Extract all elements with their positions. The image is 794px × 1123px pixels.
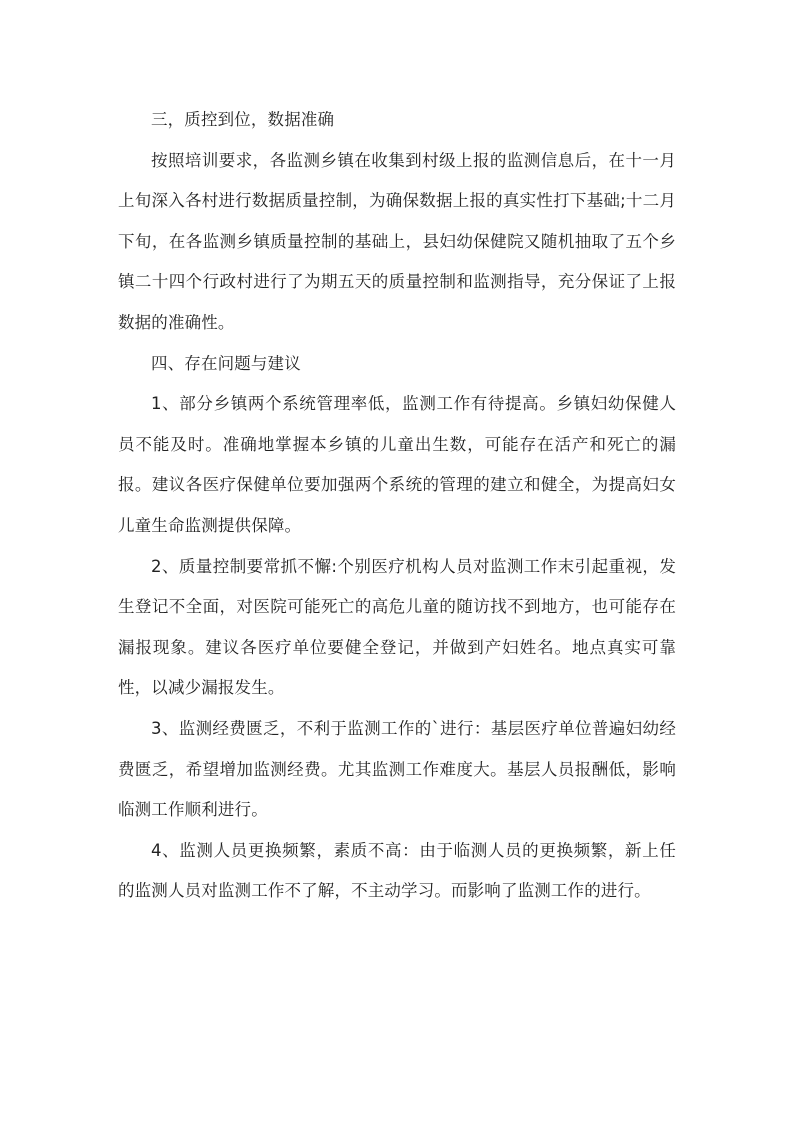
paragraph-item-3: 3、监测经费匮乏，不利于监测工作的`进行：基层医疗单位普遍妇幼经费匮乏，希望增加监测经费。尤其监测工作难度大。基层人员报酬低，影响临测工作顺利进行。 — [118, 718, 676, 820]
paragraph-item-4: 4、监测人员更换频繁，素质不高：由于临测人员的更换频繁，新上任的监测人员对监测工作不了解，不主动学习。而影响了监测工作的进行。 — [118, 840, 676, 901]
section-heading-problems-suggestions: 四、存在问题与建议 — [151, 353, 301, 373]
paragraph-item-2: 2、质量控制要常抓不懈:个别医疗机构人员对监测工作末引起重视，发生登记不全面，对医院可能死亡的高危儿童的随访找不到地方，也可能存在漏报现象。建议各医疗单位要健全登记，并做到产妇姓名。地点真实可靠性，以减少漏报发生。 — [118, 556, 676, 698]
section-heading-quality-control: 三，质控到位，数据准确 — [151, 110, 335, 129]
document-body — [118, 100, 676, 912]
paragraph-training-requirements: 按照培训要求，各监测乡镇在收集到村级上报的监测信息后，在十一月上旬深入各村进行数据质量控制，为确保数据上报的真实性打下基础;十二月下旬，在各监测乡镇质量控制的基础上，县妇幼保健院又随机抽取了五个乡镇二十四个行政村进行了为期五天的质量控制和监测指导，充分保证了上报数据的准确性。 — [118, 150, 676, 332]
paragraph-item-1: 1、部分乡镇两个系统管理率低，监测工作有待提高。乡镇妇幼保健人员不能及时。准确地掌握本乡镇的儿童出生数，可能存在活产和死亡的漏报。建议各医疗保健单位要加强两个系统的管理的建立和健全，为提高妇女儿童生命监测提供保障。 — [118, 394, 676, 535]
